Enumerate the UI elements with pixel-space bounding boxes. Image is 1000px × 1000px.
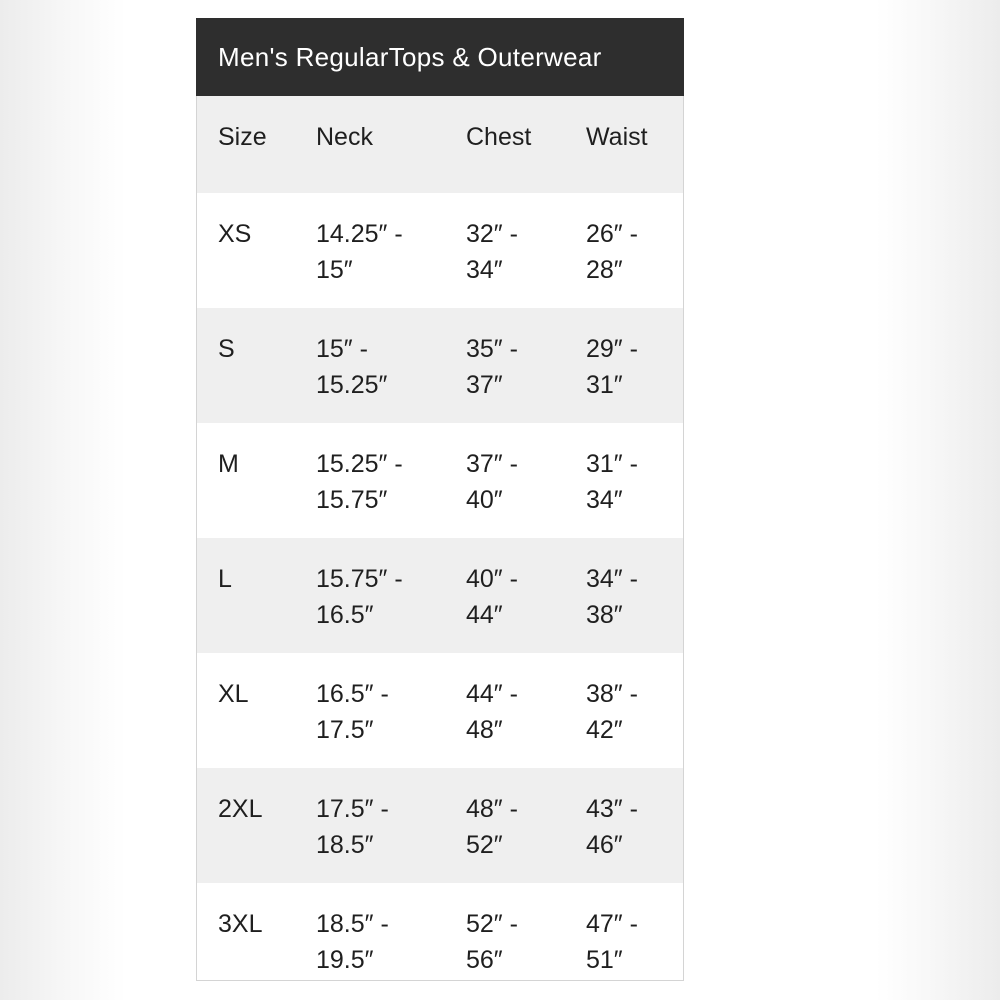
waist-cell: 29″ - 31″ [586, 335, 638, 399]
neck-cell: 15.75″ - 16.5″ [316, 565, 403, 629]
size-cell: S [218, 335, 235, 363]
table-row [197, 538, 683, 653]
table-row [197, 308, 683, 423]
neck-cell: 15″ - 15.25″ [316, 335, 388, 399]
waist-cell: 31″ - 34″ [586, 450, 638, 514]
chest-cell: 48″ - 52″ [466, 795, 518, 859]
size-cell: XL [218, 680, 249, 708]
table-row [197, 768, 683, 883]
neck-cell: 14.25″ - 15″ [316, 220, 403, 284]
column-header-size: Size [218, 123, 267, 151]
neck-cell: 17.5″ - 18.5″ [316, 795, 389, 859]
waist-cell: 26″ - 28″ [586, 220, 638, 284]
column-header-neck: Neck [316, 123, 373, 151]
size-chart-table [196, 18, 684, 981]
column-header-chest: Chest [466, 123, 532, 151]
size-cell: L [218, 565, 232, 593]
size-chart-title: Men's RegularTops & Outerwear [196, 18, 684, 96]
waist-cell: 34″ - 38″ [586, 565, 638, 629]
waist-cell: 47″ - 51″ [586, 910, 638, 974]
chest-cell: 52″ - 56″ [466, 910, 518, 974]
neck-cell: 15.25″ - 15.75″ [316, 450, 403, 514]
neck-cell: 16.5″ - 17.5″ [316, 680, 389, 744]
chest-cell: 32″ - 34″ [466, 220, 518, 284]
table-header-row [197, 96, 683, 193]
chest-cell: 40″ - 44″ [466, 565, 518, 629]
waist-cell: 38″ - 42″ [586, 680, 638, 744]
chest-cell: 37″ - 40″ [466, 450, 518, 514]
column-header-waist: Waist [586, 123, 648, 151]
waist-cell: 43″ - 46″ [586, 795, 638, 859]
table-row [197, 193, 683, 308]
table-row [197, 883, 683, 980]
neck-cell: 18.5″ - 19.5″ [316, 910, 389, 974]
chest-cell: 44″ - 48″ [466, 680, 518, 744]
table-row [197, 423, 683, 538]
chest-cell: 35″ - 37″ [466, 335, 518, 399]
size-cell: 2XL [218, 795, 263, 823]
table-row [197, 653, 683, 768]
size-cell: XS [218, 220, 252, 248]
size-cell: 3XL [218, 910, 263, 938]
size-cell: M [218, 450, 239, 478]
